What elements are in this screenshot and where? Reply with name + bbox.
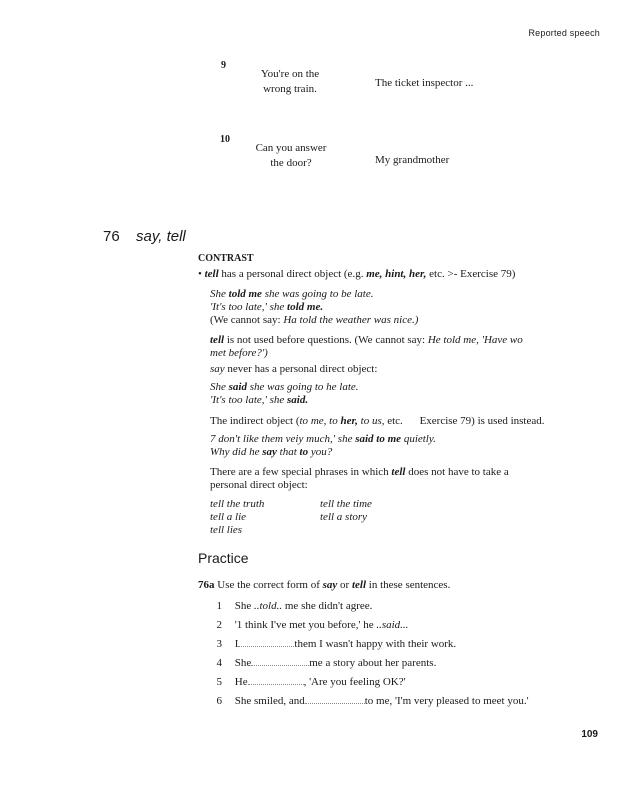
filled-answer: ..said...: [376, 619, 409, 631]
text: I: [234, 638, 239, 650]
practice-item: [210, 675, 406, 689]
quote-line: You're on the: [260, 68, 320, 80]
phrase: tell a story: [320, 511, 368, 523]
keyword: tell: [351, 579, 367, 591]
keyword: said.: [287, 394, 309, 406]
paragraph: [210, 363, 377, 376]
keyword: told me: [228, 288, 262, 300]
exercise-answer-start: The ticket inspector ...: [375, 77, 474, 89]
keyword: say: [262, 446, 277, 458]
quote-line: wrong train.: [263, 83, 317, 95]
text: personal direct object:: [210, 479, 308, 491]
running-header: Reported speech: [528, 28, 600, 38]
text: to me, 'I'm very pleased to meet you.': [364, 695, 529, 707]
text: Ha told the weather was nice.): [283, 314, 419, 326]
practice-instructions: [198, 579, 450, 592]
phrase: tell lies: [210, 524, 243, 536]
text: She smiled, and: [234, 695, 305, 707]
text: or: [337, 579, 352, 591]
text: to: [299, 415, 309, 427]
text: she was going to he late.: [246, 381, 359, 393]
item-number: 6: [216, 695, 222, 707]
text: never has a personal direct object:: [224, 363, 378, 375]
text: 'It's too late,' she: [210, 394, 288, 406]
exercise-number: 10: [220, 134, 230, 145]
text: met before?'): [210, 347, 268, 359]
paragraph: [210, 415, 545, 428]
item-number: 2: [216, 619, 222, 631]
text: , 'Are you feeling OK?': [303, 676, 406, 688]
practice-item: [210, 600, 372, 613]
phrase-list-right: [320, 498, 372, 524]
example-block: [210, 433, 436, 459]
keyword: say: [322, 579, 338, 591]
text: Exercise 79) is used instead.: [419, 415, 545, 427]
text: she was going to be late.: [261, 288, 374, 300]
keyword: me, hint, her,: [366, 268, 427, 280]
practice-heading: Practice: [198, 550, 249, 566]
example-block: [210, 288, 418, 327]
item-number: 3: [216, 638, 222, 650]
keyword: tell: [210, 334, 225, 346]
quote-line: the door?: [270, 157, 312, 169]
text: quietly.: [401, 433, 436, 445]
text: He: [234, 676, 248, 688]
text: She: [234, 657, 252, 669]
item-number: 5: [216, 676, 222, 688]
text: me a story about her parents.: [309, 657, 437, 669]
contrast-heading: CONTRAST: [198, 253, 254, 264]
text: He told me, 'Have wo: [427, 334, 523, 346]
practice-item: [210, 656, 436, 670]
text: that: [276, 446, 300, 458]
keyword: tell: [391, 466, 406, 478]
keyword: said to me: [355, 433, 402, 445]
text: them I wasn't happy with their work.: [294, 638, 457, 650]
keyword: tell: [204, 268, 219, 280]
section-title: say, tell: [136, 228, 186, 245]
text: is not used before questions. (We cannot say:: [224, 334, 428, 346]
text: '1 think I've met you before,' he: [234, 619, 377, 631]
item-number: 4: [216, 657, 222, 669]
answer-blank[interactable]: [238, 637, 294, 647]
answer-blank[interactable]: [248, 675, 304, 685]
text: She: [210, 288, 229, 300]
text: etc. >- Exercise 79): [426, 268, 516, 280]
exercise-answer-start: My grandmother: [375, 154, 450, 166]
text: you?: [308, 446, 333, 458]
keyword: told me.: [287, 301, 324, 313]
practice-item: [210, 619, 408, 632]
phrase: tell the time: [320, 498, 372, 510]
text: in these sentences.: [366, 579, 451, 591]
keyword: to: [299, 446, 309, 458]
exercise-quote: [246, 141, 336, 171]
answer-blank[interactable]: [305, 694, 365, 704]
text: to us,: [357, 415, 385, 427]
text: Why did he: [210, 446, 263, 458]
keyword: say: [210, 363, 225, 375]
paragraph: [210, 334, 523, 360]
bullet-paragraph: [198, 268, 515, 281]
text: has a personal direct object (e.g.: [218, 268, 367, 280]
filled-answer: ..told..: [254, 600, 283, 612]
bullet: •: [198, 268, 202, 280]
task-id: 76a: [198, 579, 215, 591]
phrase-list-left: [210, 498, 264, 537]
text: 7 don't like them veiy much,' she: [210, 433, 356, 445]
text: etc.: [384, 415, 403, 427]
exercise-quote: [250, 67, 330, 97]
item-number: 1: [216, 600, 222, 612]
text: 'It's too late,' she: [210, 301, 288, 313]
paragraph: [210, 466, 509, 492]
answer-blank[interactable]: [251, 656, 309, 666]
exercise-number: 9: [221, 60, 226, 71]
practice-item: [210, 694, 529, 708]
quote-line: Can you answer: [255, 142, 327, 154]
text: (We cannot say:: [210, 314, 284, 326]
text: me, to: [308, 415, 341, 427]
keyword: said: [228, 381, 247, 393]
text: There are a few special phrases in which: [210, 466, 392, 478]
text: She: [234, 600, 254, 612]
phrase: tell a lie: [210, 511, 247, 523]
practice-item: [210, 637, 456, 651]
text: Use the correct form of: [214, 579, 323, 591]
example-block: [210, 381, 359, 407]
text: me she didn't agree.: [282, 600, 373, 612]
text: She: [210, 381, 229, 393]
text: does not have to take a: [405, 466, 509, 478]
phrase: tell the truth: [210, 498, 265, 510]
section-number: 76: [103, 228, 120, 245]
text: The indirect object (: [210, 415, 300, 427]
page-number: 109: [581, 729, 598, 740]
keyword: her,: [340, 415, 358, 427]
